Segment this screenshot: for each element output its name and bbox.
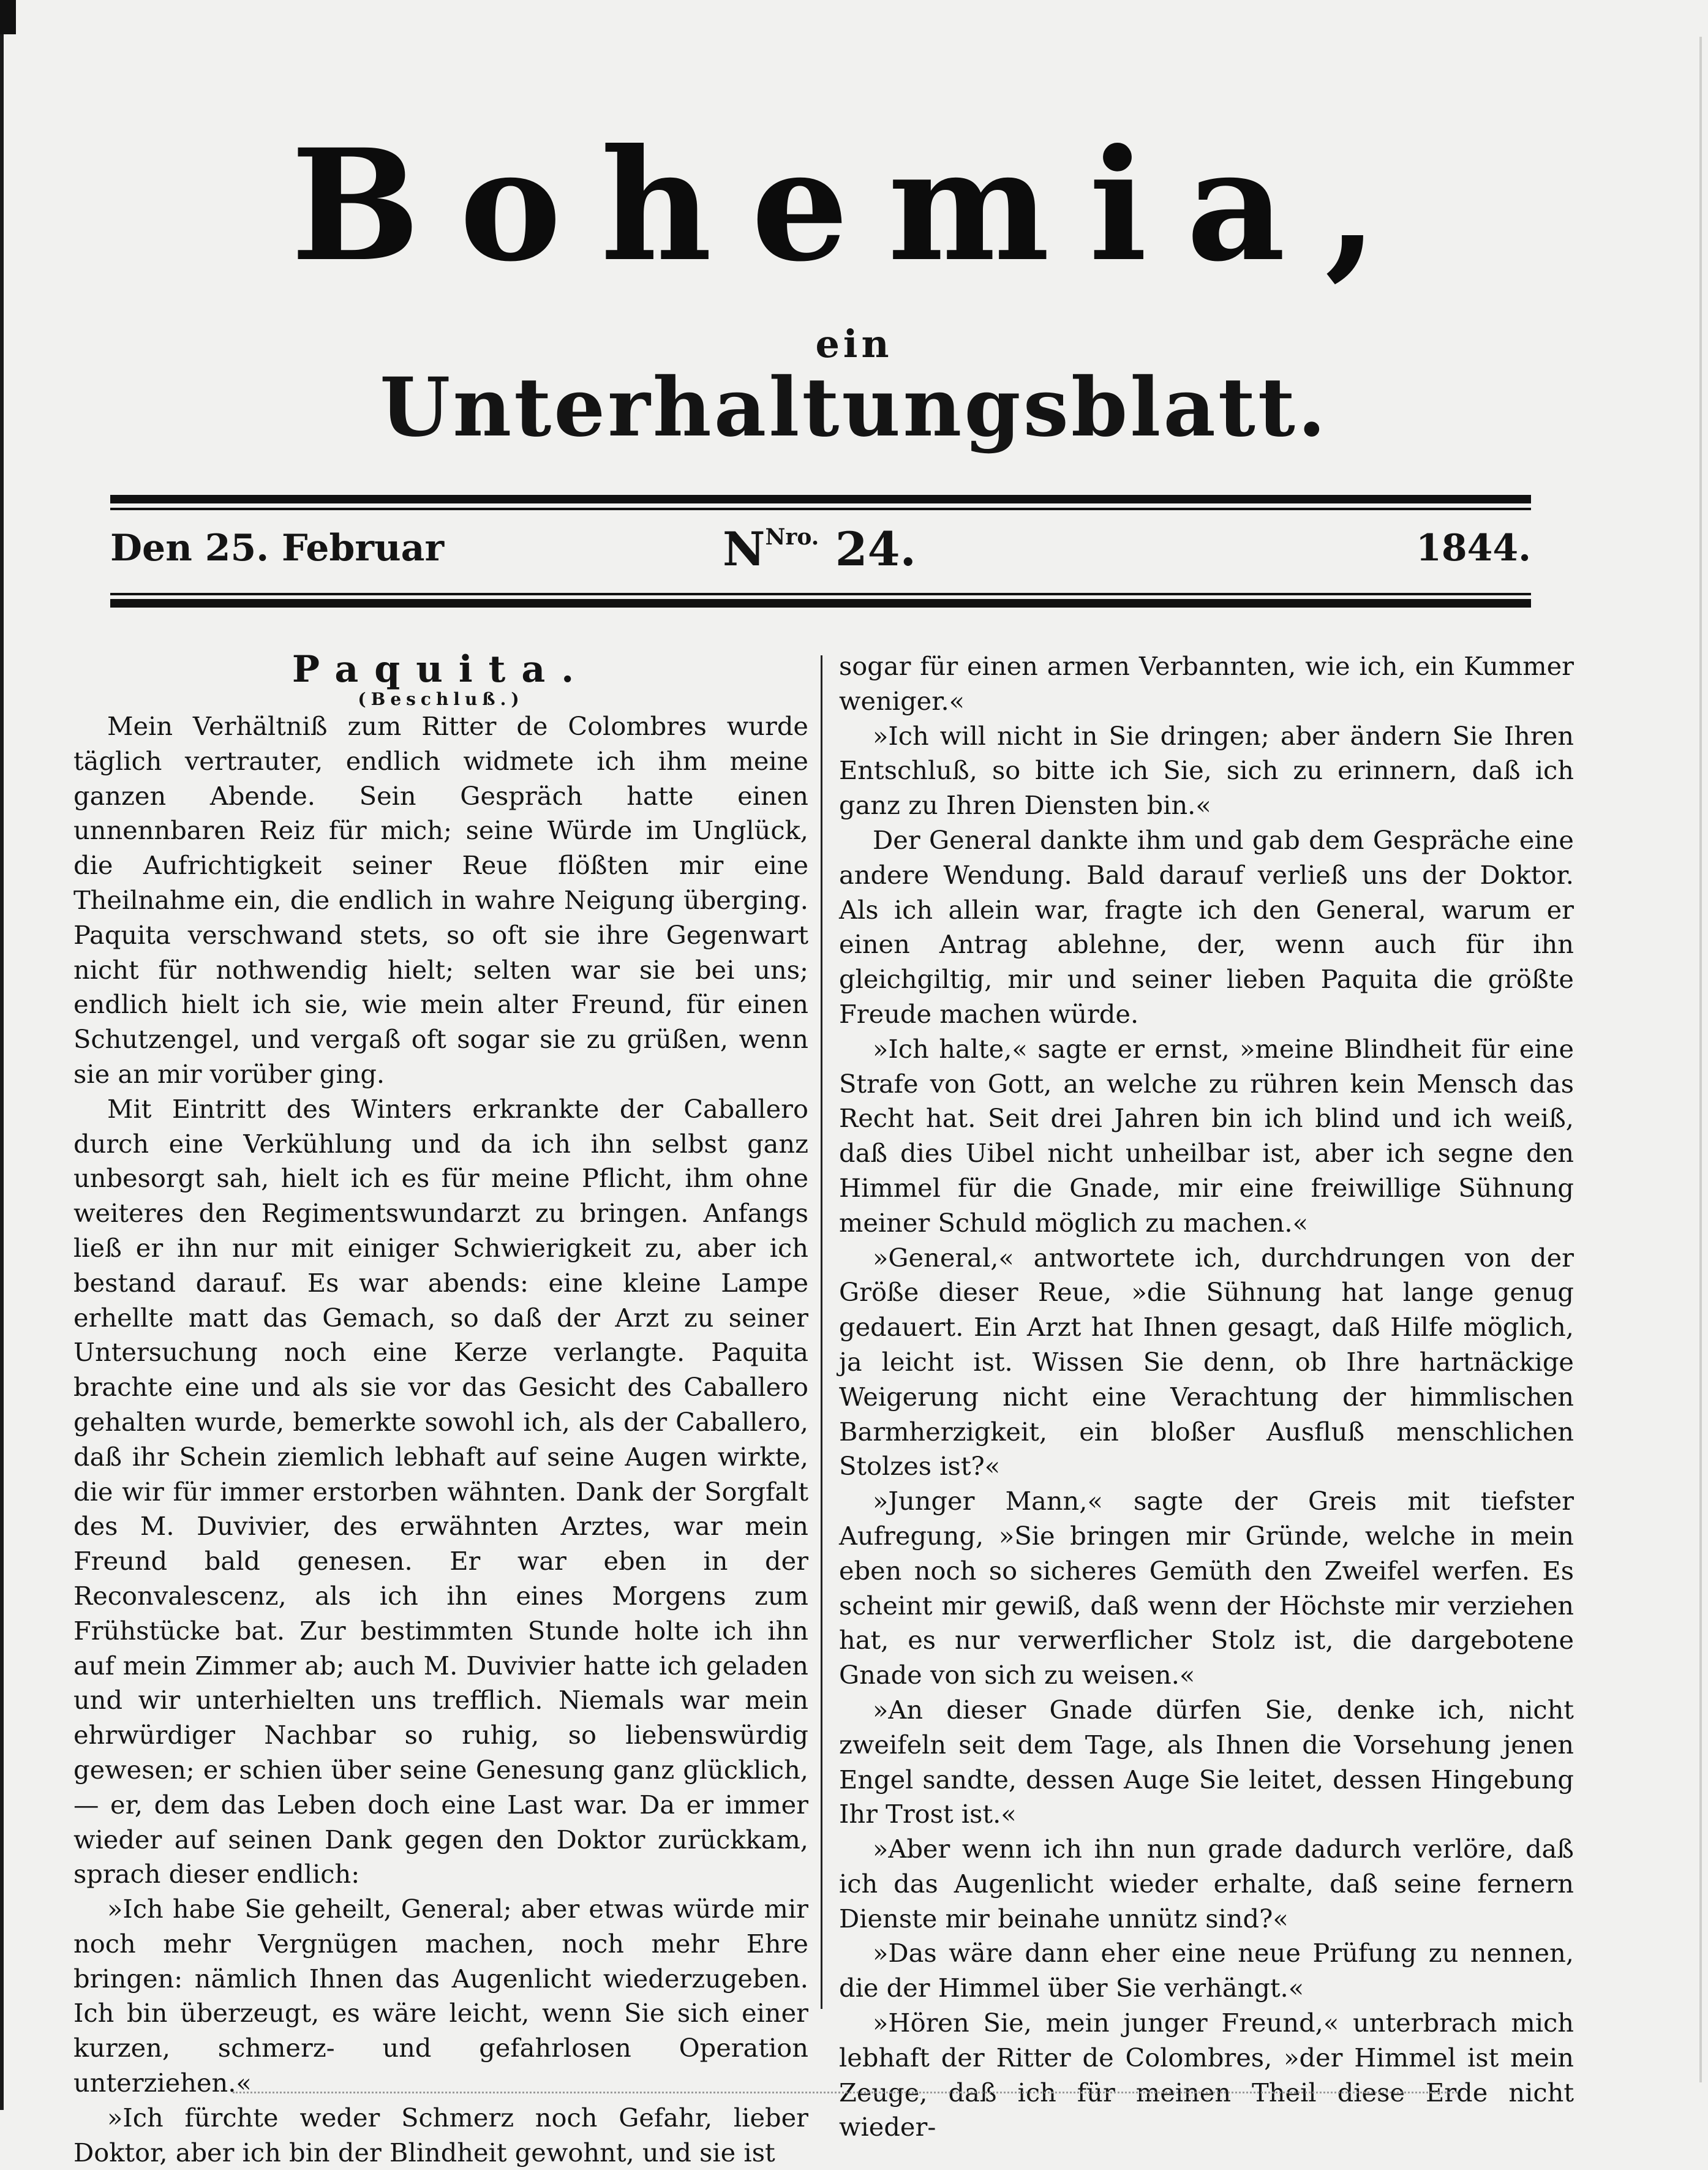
issue-year: 1844. <box>1416 527 1531 570</box>
issue-prefix: $N^{Nro.}$ <box>723 522 819 576</box>
issue-number <box>723 522 916 576</box>
masthead-connector: ein <box>815 322 893 366</box>
article-paragraph: »Ich halte,« sagte er ernst, »meine Blindheit für eine Strafe von Gott, an welche zu rühren kein Mensch das Recht hat. Seit drei Jahren bin ich blind und ich weiß, daß dies Uibel nicht unheilbar ist, aber ich segne den Himmel für die Gnade, mir eine freiwillige Sühnung meiner Schuld möglich zu machen.« <box>839 1033 1574 1238</box>
left-column <box>73 649 808 2170</box>
header-rule-thick-top <box>110 495 1531 503</box>
article-paragraph: »Junger Mann,« sagte der Greis mit tiefster Aufregung, »Sie bringen mir Gründe, welche in mein eben noch so sicheres Gemüth den Zweifel werfen. Es scheint mir gewiß, daß wenn der Höchste mir verziehen hat, es nur verwerflicher Stolz ist, die dargebotene Gnade von sich zu weisen.« <box>839 1486 1574 1690</box>
article-paragraph: »An dieser Gnade dürfen Sie, denke ich, nicht zweifeln seit dem Tage, als Ihnen die Vorsehung jenen Engel sandte, dessen Auge Sie leitet, dessen Hingebung Ihr Trost ist.« <box>839 1694 1574 1829</box>
article-paragraph: »Hören Sie, mein junger Freund,« unterbrach mich lebhaft der Ritter de Colombres, »der Himmel ist mein Zeuge, daß ich für meinen Theil diese Erde nicht wieder- <box>839 2008 1574 2142</box>
article-paragraph: »Ich will nicht in Sie dringen; aber ändern Sie Ihren Entschluß, so bitte ich Sie, sich zu erinnern, daß ich ganz zu Ihren Diensten bin.« <box>839 720 1574 821</box>
right-column <box>839 649 1574 2145</box>
article-paragraph: »Ich fürchte weder Schmerz noch Gefahr, lieber Doktor, aber ich bin der Blindheit gewohnt, und sie ist <box>73 2102 808 2168</box>
issue-number-value: 24. <box>835 522 916 576</box>
article-paragraph: Mit Eintritt des Winters erkrankte der Caballero durch eine Verkühlung und da ich ihn selbst ganz unbesorgt sah, hielt ich es für meine Pflicht, ihm ohne weiteres den Regimentswundarzt zu bringen. Anfangs ließ er ihn nur mit einiger Schwierigkeit zu, aber ich bestand darauf. Es war abends: eine kleine Lampe erhellte matt das Gemach, so daß der Arzt zu seiner Untersuchung noch eine Kerze verlangte. Paquita brachte eine und als sie vor das Gesicht des Caballero gehalten wurde, bemerkte sowohl ich, als der Caballero, daß ihr Schein ziemlich lebhaft auf seine Augen wirkte, die wir für immer erstorben wähnten. Dank der Sorgfalt des M. Duvivier, des erwähnten Arztes, war mein Freund bald genesen. Er war eben in der Reconvalescenz, als ich ihn eines Morgens zum Frühstücke bat. Zur bestimmten Stunde holte ich ihn auf mein Zimmer ab; auch M. Duvivier hatte ich geladen und wir unterhielten uns trefflich. Niemals war mein ehrwürdiger Nachbar so ruhig, so liebenswürdig gewesen; er schien über seine Genesung ganz glücklich, — er, dem das Leben doch eine Last war. Da er immer wieder auf seinen Dank gegen den Doktor zurückkam, sprach dieser endlich: <box>73 1093 808 1889</box>
issue-prefix-text: Nro. <box>765 524 819 550</box>
newspaper-subtitle: Unterhaltungsblatt. <box>380 360 1328 455</box>
article-paragraph: Der General dankte ihm und gab dem Gespräche eine andere Wendung. Bald darauf verließ uns der Doktor. Als ich allein war, fragte ich den General, warum er einen Antrag ablehne, der, wenn auch für ihn gleichgiltig, mir und seiner lieben Paquita die größte Freude machen würde. <box>839 824 1574 1029</box>
article-paragraph-continued: sogar für einen armen Verbannten, wie ich, ein Kummer weniger.« <box>839 651 1574 716</box>
article-note: (Beschluß.) <box>358 689 524 709</box>
article-paragraph: Mein Verhältniß zum Ritter de Colombres wurde täglich vertrauter, endlich widmete ich ihm meine ganzen Abende. Sein Gespräch hatte einen unnennbaren Reiz für mich; seine Würde im Unglück, die Aufrichtigkeit seiner Reue flößten mir eine Theilnahme ein, die endlich in wahre Neigung überging. Paquita verschwand stets, so oft sie ihre Gegenwart nicht für nothwendig hielt; selten war sie bei uns; endlich hielt ich sie, wie mein alter Freund, für einen Schutzengel, und vergaß oft sogar sie zu grüßen, wenn sie an mir vorüber ging. <box>73 711 808 1089</box>
dateline <box>110 522 1531 576</box>
newspaper-title: Bohemia, <box>290 115 1418 295</box>
header-rule-thin-top <box>110 508 1531 510</box>
article-paragraph: »Das wäre dann eher eine neue Prüfung zu nennen, die der Himmel über Sie verhängt.« <box>839 1938 1574 2003</box>
header-rule-thin-bottom <box>110 593 1531 595</box>
article-paragraph: »Aber wenn ich ihn nun grade dadurch verlöre, daß ich das Augenlicht wieder erhalte, daß seine fernern Dienste mir beinahe unnütz sind?« <box>839 1834 1574 1934</box>
issue-date: Den 25. Februar <box>110 527 445 570</box>
header-rule-thick-bottom <box>110 599 1531 608</box>
page-bottom-noise <box>233 2092 1458 2097</box>
page-edge-left <box>0 0 4 2110</box>
article-paragraph: »General,« antwortete ich, durchdrungen von der Größe dieser Reue, »die Sühnung hat lange genug gedauert. Ein Arzt hat Ihnen gesagt, daß Hilfe möglich, ja leicht ist. Wissen Sie denn, ob Ihre hartnäckige Weigerung nicht eine Verachtung der himmlischen Barmherzigkeit, ein bloßer Ausfluß menschlichen Stolzes ist?« <box>839 1242 1574 1482</box>
article-paragraph: »Ich habe Sie geheilt, General; aber etwas würde mir noch mehr Vergnügen machen, noch mehr Ehre bringen: nämlich Ihnen das Augenlicht wiederzugeben. Ich bin überzeugt, es wäre leicht, wenn Sie sich einer kurzen, schmerz- und gefahrlosen Operation unterziehen.« <box>73 1894 808 2098</box>
column-divider <box>821 655 822 2009</box>
masthead <box>0 115 1708 295</box>
article-title: Paquita. <box>292 648 590 691</box>
page-corner-mark <box>0 0 16 34</box>
